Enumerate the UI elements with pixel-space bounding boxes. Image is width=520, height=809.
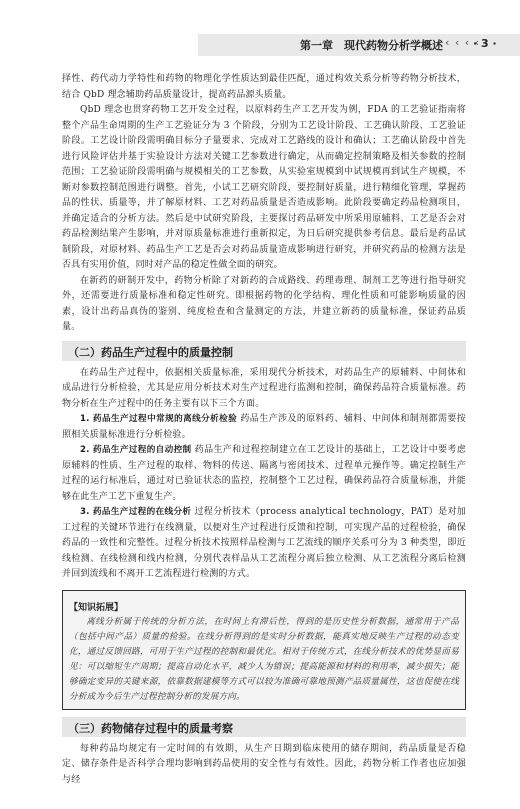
paragraph-item-1 — [62, 412, 466, 443]
knowledge-box — [62, 590, 466, 710]
page-number: · 3 · — [473, 37, 497, 50]
section-title: （三）药物储存过程中的质量考察 — [68, 721, 233, 735]
header-decoration: · ‹ ‹ ‹ ‹ — [436, 36, 481, 49]
page-header — [0, 34, 520, 56]
item-text: 药品生产和过程控制建立在工艺设计的基础上，工艺设计中要考虑原辅料的性质、生产过程的取样、物料的传送、隔离与密闭技术、过程单元操作等。确定控制生产过程的运行标准后，通过对已验证状态的监控，控制整个工艺过程，确保药品符合质量标准，并能够在此生产工艺下重复生产。 — [62, 445, 466, 502]
item-text: 过程分析技术（process analytical technology，PAT）是对加工过程的关键环节进行在线测量，以便对生产过程进行反馈和控制，可实现产品的过程检验，确保药品的一致性和完整性。过程分析技术按照样品检测与工艺流线的顺序关系可分为 3 种类型，即近线检测、在线检测和线内检测，分别代表样品从工艺流程分离后独立检测、从工艺流程分离后检测并回到流线和不离开工艺流程进行检测的方式。 — [62, 507, 466, 579]
section-heading-storage — [62, 717, 466, 737]
page-body — [62, 72, 466, 788]
item-heading: 1. 药品生产过程中常规的离线分析检验 — [80, 414, 238, 424]
paragraph-production-intro: 在药品生产过程中，依据相关质量标准，采用现代分析技术，对药品生产的原辅料、中间体和成品进行分析检验，尤其是应用分析技术对生产过程进行监测和控制，确保药品符合质量标准。药物分析在生产过程中的任务主要有以下三个方面。 — [62, 367, 466, 409]
section-title: （二）药品生产过程中的质量控制 — [68, 345, 233, 359]
paragraph-item-2 — [62, 443, 466, 505]
item-text: 药品生产涉及的原料药、辅料、中间体和制剂都需要按照相关质量标准进行分析检验。 — [62, 414, 466, 440]
paragraph-qbd: QbD 理念也贯穿药物工艺开发全过程，以原料药生产工艺开发为例，FDA 的工艺验证指南将整个产品生命周期的生产工艺验证分为 3 个阶段，分别为工艺设计阶段、工艺确认阶段、工艺验证阶段。工艺设计阶段需明确目标分子量要求、完成对工艺路线的设计和确认；工艺确认阶段中首先进行风险评估并基于实验设计方法对关键工艺参数进行确定，从而确定控制策略及相关参数的控制范围；工艺验证阶段需明确与规模相关的工艺参数，从实验室规模到中试规模再到试生产规模，不断对参数控制范围进行调整。首先，小试工艺研究阶段，要控制好质量，进行精细化管理，掌握药品的性状、质量等，并了解原材料、工艺对药品质量是否造成影响。此阶段要确定药品检测项目，并确定适合的分析方法。然后是中试研究阶段，主要探讨药品研发中所采用原辅料、工艺是否会对药品检测结果产生影响，并对原质量标准进行重新拟定，为日后研究提供参考信息。最后是药品试制阶段，对原材料、药品生产工艺是否会对药品质量造成影响进行研究，并研究药品的检测方法是否具有实用价值，同时对产品的稳定性做全面的研究。 — [62, 105, 466, 270]
paragraph-new-drug: 在新药的研制开发中，药物分析除了对新药的合成路线、药理毒理、制剂工艺等进行指导研究外，还需要进行质量标准和稳定性研究。即根据药物的化学结构、理化性质和可能影响质量的因素，设计出药品真伪的鉴别、纯度检查和含量测定的方法，并建立新药的质量标准，保证药品质量。 — [62, 275, 466, 332]
knowledge-text: 离线分析属于传统的分析方法，在时间上有滞后性，得到的是历史性分析数据，通常用于产品（包括中间产品）质量的检验。在线分析得到的是实时分析数据，能真实地反映生产过程的动态变化，通过反馈回路，可用于生产过程的控制和最优化。相对于传统方式，在线分析技术的优势显而易见：可以缩短生产周期；提高自动化水平，减少人为错误；提高能源和材料的利用率，减少损失；能够确定变异的关键来源，依靠数据建模等方式可以较为准确可靠地预测产品质量属性，这也促使在线分析成为今后生产过程控制分析的发展方向。 — [69, 616, 459, 702]
chapter-title: 第一章 现代药物分析学概述 — [300, 39, 443, 52]
paragraph-item-3 — [62, 505, 466, 583]
section-heading-production — [62, 341, 466, 361]
item-heading: 2. 药品生产过程的自动控制 — [80, 445, 192, 455]
knowledge-label: 【知识拓展】 — [69, 602, 124, 613]
paragraph-storage-intro: 每种药品均规定有一定时间的有效期，从生产日期到临床使用的储存期间，药品质量是否稳定、储存条件是否科学合理均影响到药品使用的安全性与有效性。因此，药物分析工作者也应加强与经 — [62, 743, 466, 785]
paragraph-continued: 择性、药代动力学特性和药物的物理化学性质达到最佳匹配，通过构效关系分析等药物分析技术，结合 QbD 理念辅助药品质量设计，提高药品源头质量。 — [62, 74, 466, 100]
item-heading: 3. 药品生产过程的在线分析 — [80, 507, 192, 517]
